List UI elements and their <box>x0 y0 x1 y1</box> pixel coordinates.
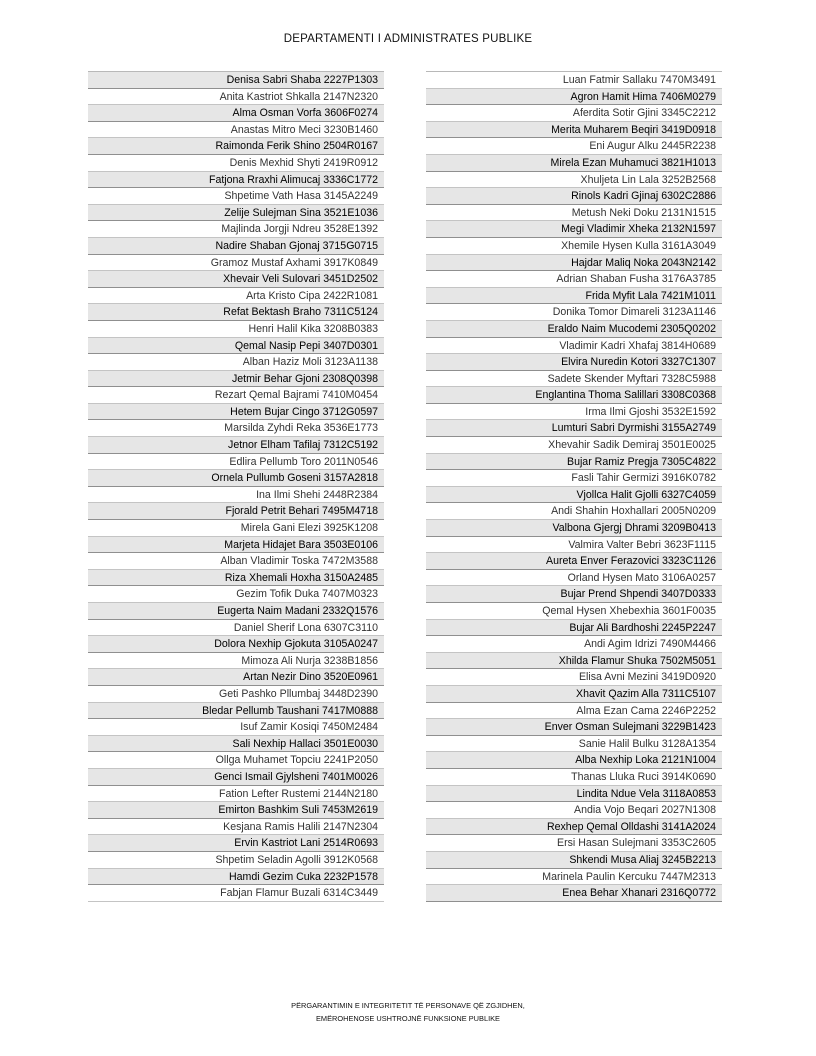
list-item: Lindita Ndue Vela 3118A0853 <box>426 786 722 803</box>
list-item: Bledar Pellumb Taushani 7417M0888 <box>88 703 384 720</box>
list-item: Edlira Pellumb Toro 2011N0546 <box>88 454 384 471</box>
list-item: Isuf Zamir Kosiqi 7450M2484 <box>88 719 384 736</box>
list-item: Henri Halil Kika 3208B0383 <box>88 321 384 338</box>
list-item: Adrian Shaban Fusha 3176A3785 <box>426 271 722 288</box>
list-item: Donika Tomor Dimareli 3123A1146 <box>426 304 722 321</box>
list-item: Marsilda Zyhdi Reka 3536E1773 <box>88 420 384 437</box>
list-item: Geti Pashko Pllumbaj 3448D2390 <box>88 686 384 703</box>
list-item: Daniel Sherif Lona 6307C3110 <box>88 620 384 637</box>
right-name-column <box>426 71 722 902</box>
list-item: Hamdi Gezim Cuka 2232P1578 <box>88 869 384 886</box>
list-item: Aferdita Sotir Gjini 3345C2212 <box>426 105 722 122</box>
list-item: Sadete Skender Myftari 7328C5988 <box>426 371 722 388</box>
list-item: Agron Hamit Hima 7406M0279 <box>426 89 722 106</box>
list-item: Fation Lefter Rustemi 2144N2180 <box>88 786 384 803</box>
list-item: Genci Ismail Gjylsheni 7401M0026 <box>88 769 384 786</box>
list-item: Elvira Nuredin Kotori 3327C1307 <box>426 354 722 371</box>
list-item: Alban Haziz Moli 3123A1138 <box>88 354 384 371</box>
list-item: Eugerta Naim Madani 2332Q1576 <box>88 603 384 620</box>
list-item: Rexhep Qemal Olldashi 3141A2024 <box>426 819 722 836</box>
list-item: Englantina Thoma Salillari 3308C0368 <box>426 387 722 404</box>
list-item: Alma Osman Vorfa 3606F0274 <box>88 105 384 122</box>
list-item: Fjorald Petrit Behari 7495M4718 <box>88 503 384 520</box>
list-item: Eraldo Naim Mucodemi 2305Q0202 <box>426 321 722 338</box>
list-item: Denis Mexhid Shyti 2419R0912 <box>88 155 384 172</box>
list-item: Nadire Shaban Gjonaj 3715G0715 <box>88 238 384 255</box>
list-item: Jetnor Elham Tafilaj 7312C5192 <box>88 437 384 454</box>
list-item: Denisa Sabri Shaba 2227P1303 <box>88 72 384 89</box>
list-item: Andi Agim Idrizi 7490M4466 <box>426 636 722 653</box>
list-item: Aureta Enver Ferazovici 3323C1126 <box>426 553 722 570</box>
list-item: Orland Hysen Mato 3106A0257 <box>426 570 722 587</box>
list-item: Merita Muharem Beqiri 3419D0918 <box>426 122 722 139</box>
list-item: Thanas Lluka Ruci 3914K0690 <box>426 769 722 786</box>
list-item: Lumturi Sabri Dyrmishi 3155A2749 <box>426 420 722 437</box>
list-item: Enver Osman Sulejmani 3229B1423 <box>426 719 722 736</box>
list-item: Marinela Paulin Kercuku 7447M2313 <box>426 869 722 886</box>
list-item: Shpetim Seladin Agolli 3912K0568 <box>88 852 384 869</box>
list-item: Xhilda Flamur Shuka 7502M5051 <box>426 653 722 670</box>
list-item: Bujar Ali Bardhoshi 2245P2247 <box>426 620 722 637</box>
footer-line-1: PËRGARANTIMIN E INTEGRITETIT TË PERSONAVE QË ZGJIDHEN, <box>291 1001 525 1010</box>
list-item: Jetmir Behar Gjoni 2308Q0398 <box>88 371 384 388</box>
list-item: Ornela Pullumb Goseni 3157A2818 <box>88 470 384 487</box>
list-item: Arta Kristo Cipa 2422R1081 <box>88 288 384 305</box>
list-item: Xhavit Qazim Alla 7311C5107 <box>426 686 722 703</box>
list-item: Enea Behar Xhanari 2316Q0772 <box>426 885 722 902</box>
list-item: Refat Bektash Braho 7311C5124 <box>88 304 384 321</box>
list-item: Qemal Hysen Xhebexhia 3601F0035 <box>426 603 722 620</box>
list-item: Luan Fatmir Sallaku 7470M3491 <box>426 72 722 89</box>
list-item: Anita Kastriot Shkalla 2147N2320 <box>88 89 384 106</box>
list-item: Artan Nezir Dino 3520E0961 <box>88 669 384 686</box>
list-item: Rinols Kadri Gjinaj 6302C2886 <box>426 188 722 205</box>
page-title: DEPARTAMENTI I ADMINISTRATES PUBLIKE <box>283 33 533 45</box>
list-item: Elisa Avni Mezini 3419D0920 <box>426 669 722 686</box>
list-item: Xhevahir Sadik Demiraj 3501E0025 <box>426 437 722 454</box>
list-item: Anastas Mitro Meci 3230B1460 <box>88 122 384 139</box>
list-item: Megi Vladimir Xheka 2132N1597 <box>426 221 722 238</box>
list-item: Raimonda Ferik Shino 2504R0167 <box>88 138 384 155</box>
list-item: Kesjana Ramis Halili 2147N2304 <box>88 819 384 836</box>
list-item: Xhemile Hysen Kulla 3161A3049 <box>426 238 722 255</box>
list-item: Vladimir Kadri Xhafaj 3814H0689 <box>426 338 722 355</box>
list-item: Rezart Qemal Bajrami 7410M0454 <box>88 387 384 404</box>
list-item: Shpetime Vath Hasa 3145A2249 <box>88 188 384 205</box>
list-item: Alma Ezan Cama 2246P2252 <box>426 703 722 720</box>
list-item: Riza Xhemali Hoxha 3150A2485 <box>88 570 384 587</box>
list-item: Fabjan Flamur Buzali 6314C3449 <box>88 885 384 902</box>
list-item: Ollga Muhamet Topciu 2241P2050 <box>88 752 384 769</box>
list-item: Emirton Bashkim Suli 7453M2619 <box>88 802 384 819</box>
list-item: Frida Myfit Lala 7421M1011 <box>426 288 722 305</box>
list-item: Shkendi Musa Aliaj 3245B2213 <box>426 852 722 869</box>
list-item: Irma Ilmi Gjoshi 3532E1592 <box>426 404 722 421</box>
list-item: Andia Vojo Beqari 2027N1308 <box>426 802 722 819</box>
list-item: Alba Nexhip Loka 2121N1004 <box>426 752 722 769</box>
list-item: Sali Nexhip Hallaci 3501E0030 <box>88 736 384 753</box>
list-item: Gramoz Mustaf Axhami 3917K0849 <box>88 255 384 272</box>
list-item: Eni Augur Alku 2445R2238 <box>426 138 722 155</box>
list-item: Marjeta Hidajet Bara 3503E0106 <box>88 537 384 554</box>
footer-line-2: EMËROHENOSE USHTROJNË FUNKSIONE PUBLIKE <box>316 1014 500 1023</box>
list-item: Metush Neki Doku 2131N1515 <box>426 205 722 222</box>
list-item: Ina Ilmi Shehi 2448R2384 <box>88 487 384 504</box>
list-item: Xhuljeta Lin Lala 3252B2568 <box>426 172 722 189</box>
list-item: Ersi Hasan Sulejmani 3353C2605 <box>426 835 722 852</box>
list-item: Valmira Valter Bebri 3623F1115 <box>426 537 722 554</box>
list-item: Mirela Ezan Muhamuci 3821H1013 <box>426 155 722 172</box>
list-item: Mirela Gani Elezi 3925K1208 <box>88 520 384 537</box>
list-item: Valbona Gjergj Dhrami 3209B0413 <box>426 520 722 537</box>
list-item: Majlinda Jorgji Ndreu 3528E1392 <box>88 221 384 238</box>
list-item: Dolora Nexhip Gjokuta 3105A0247 <box>88 636 384 653</box>
list-item: Mimoza Ali Nurja 3238B1856 <box>88 653 384 670</box>
list-item: Vjollca Halit Gjolli 6327C4059 <box>426 487 722 504</box>
list-item: Gezim Tofik Duka 7407M0323 <box>88 586 384 603</box>
list-item: Hetem Bujar Cingo 3712G0597 <box>88 404 384 421</box>
list-item: Xhevair Veli Sulovari 3451D2502 <box>88 271 384 288</box>
list-item: Andi Shahin Hoxhallari 2005N0209 <box>426 503 722 520</box>
list-item: Alban Vladimir Toska 7472M3588 <box>88 553 384 570</box>
page-footer <box>0 999 816 1025</box>
left-name-column <box>88 71 384 902</box>
list-item: Fasli Tahir Germizi 3916K0782 <box>426 470 722 487</box>
list-item: Ervin Kastriot Lani 2514R0693 <box>88 835 384 852</box>
list-item: Fatjona Rraxhi Alimucaj 3336C1772 <box>88 172 384 189</box>
list-item: Qemal Nasip Pepi 3407D0301 <box>88 338 384 355</box>
list-item: Zelije Sulejman Sina 3521E1036 <box>88 205 384 222</box>
list-item: Sanie Halil Bulku 3128A1354 <box>426 736 722 753</box>
list-item: Hajdar Maliq Noka 2043N2142 <box>426 255 722 272</box>
list-item: Bujar Prend Shpendi 3407D0333 <box>426 586 722 603</box>
list-item: Bujar Ramiz Pregja 7305C4822 <box>426 454 722 471</box>
